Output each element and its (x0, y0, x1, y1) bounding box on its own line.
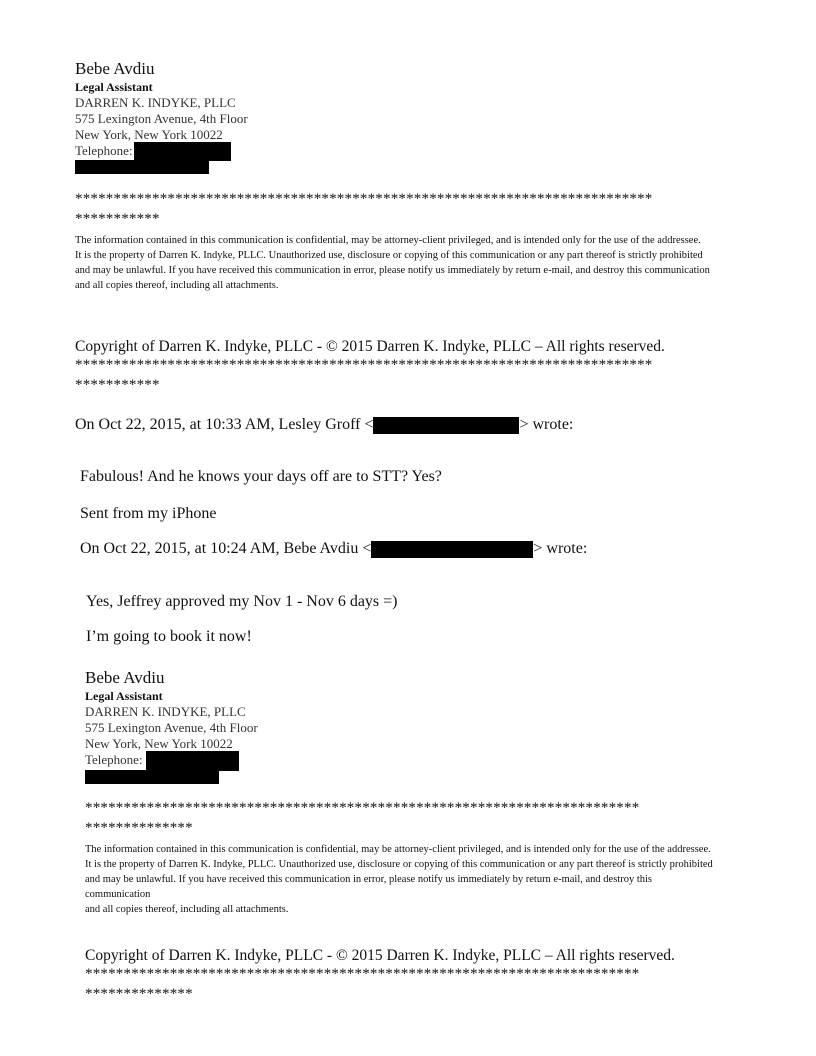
signature-title: Legal Assistant (75, 80, 153, 94)
reply-body-text: I’m going to book it now! (86, 628, 252, 645)
disclaimer-line: It is the property of Darren K. Indyke, PLLC. Unauthorized use, disclosure or copying of this communication or any part thereof is strictly prohibited (75, 250, 703, 261)
reply-header: On Oct 22, 2015, at 10:33 AM, Lesley Groff < > wrote: (75, 416, 574, 433)
signature-name: Bebe Avdiu (85, 668, 165, 687)
telephone-label: Telephone: (75, 143, 133, 158)
separator-stars: ************************************************************************ (85, 800, 640, 816)
signature-name: Bebe Avdiu (75, 59, 155, 78)
separator-stars: *********** (75, 211, 160, 227)
separator-stars: ************** (85, 820, 193, 836)
disclaimer-line: and all copies thereof, including all attachments. (75, 280, 279, 291)
separator-stars: ************************************************************************ (85, 966, 640, 982)
redaction-block (75, 160, 209, 174)
disclaimer-line: and may be unlawful. If you have received this communication in error, please notify us immediately by return e-mail, and destroy this communication (75, 265, 710, 276)
signature-title: Legal Assistant (85, 689, 163, 703)
reply-body-text: Yes, Jeffrey approved my Nov 1 - Nov 6 days =) (86, 593, 398, 610)
separator-stars: ************** (85, 986, 193, 1002)
disclaimer-line: The information contained in this communication is confidential, may be attorney-client privileged, and is intended only for the use of the addressee. (85, 844, 711, 855)
disclaimer-text (85, 842, 737, 917)
disclaimer-line: and may be unlawful. If you have received this communication in error, please notify us immediately by return e-mail, and destroy this communication (85, 874, 652, 900)
reply-body-text: Sent from my iPhone (80, 505, 217, 522)
redaction-block (85, 770, 219, 784)
signature-telephone (85, 752, 143, 768)
reply-header: On Oct 22, 2015, at 10:24 AM, Bebe Avdiu < > wrote: (80, 540, 588, 557)
separator-stars: *********** (75, 377, 160, 393)
reply-body-text: Fabulous! And he knows your days off are to STT? Yes? (80, 468, 442, 485)
redaction-block (373, 417, 519, 434)
disclaimer-text (75, 233, 743, 293)
signature-telephone (75, 143, 133, 159)
redaction-block (371, 541, 533, 558)
disclaimer-line: and all copies thereof, including all attachments. (85, 904, 289, 915)
separator-stars: *************************************************************************** (75, 357, 653, 373)
signature-firm: DARREN K. INDYKE, PLLC (75, 95, 236, 110)
copyright-line: Copyright of Darren K. Indyke, PLLC - © 2015 Darren K. Indyke, PLLC – All rights reserved. (85, 947, 675, 964)
signature-address1: 575 Lexington Avenue, 4th Floor (75, 111, 248, 126)
redaction-block (146, 751, 239, 771)
redaction-block (134, 142, 231, 161)
signature-address2: New York, New York 10022 (75, 127, 223, 142)
signature-address2: New York, New York 10022 (85, 736, 233, 751)
telephone-label: Telephone: (85, 752, 143, 767)
separator-stars: *************************************************************************** (75, 191, 653, 207)
disclaimer-line: The information contained in this communication is confidential, may be attorney-client privileged, and is intended only for the use of the addressee. (75, 235, 701, 246)
signature-firm: DARREN K. INDYKE, PLLC (85, 704, 246, 719)
copyright-line: Copyright of Darren K. Indyke, PLLC - © 2015 Darren K. Indyke, PLLC – All rights reserved. (75, 338, 665, 355)
signature-address1: 575 Lexington Avenue, 4th Floor (85, 720, 258, 735)
disclaimer-line: It is the property of Darren K. Indyke, PLLC. Unauthorized use, disclosure or copying of this communication or any part thereof is strictly prohibited (85, 859, 713, 870)
